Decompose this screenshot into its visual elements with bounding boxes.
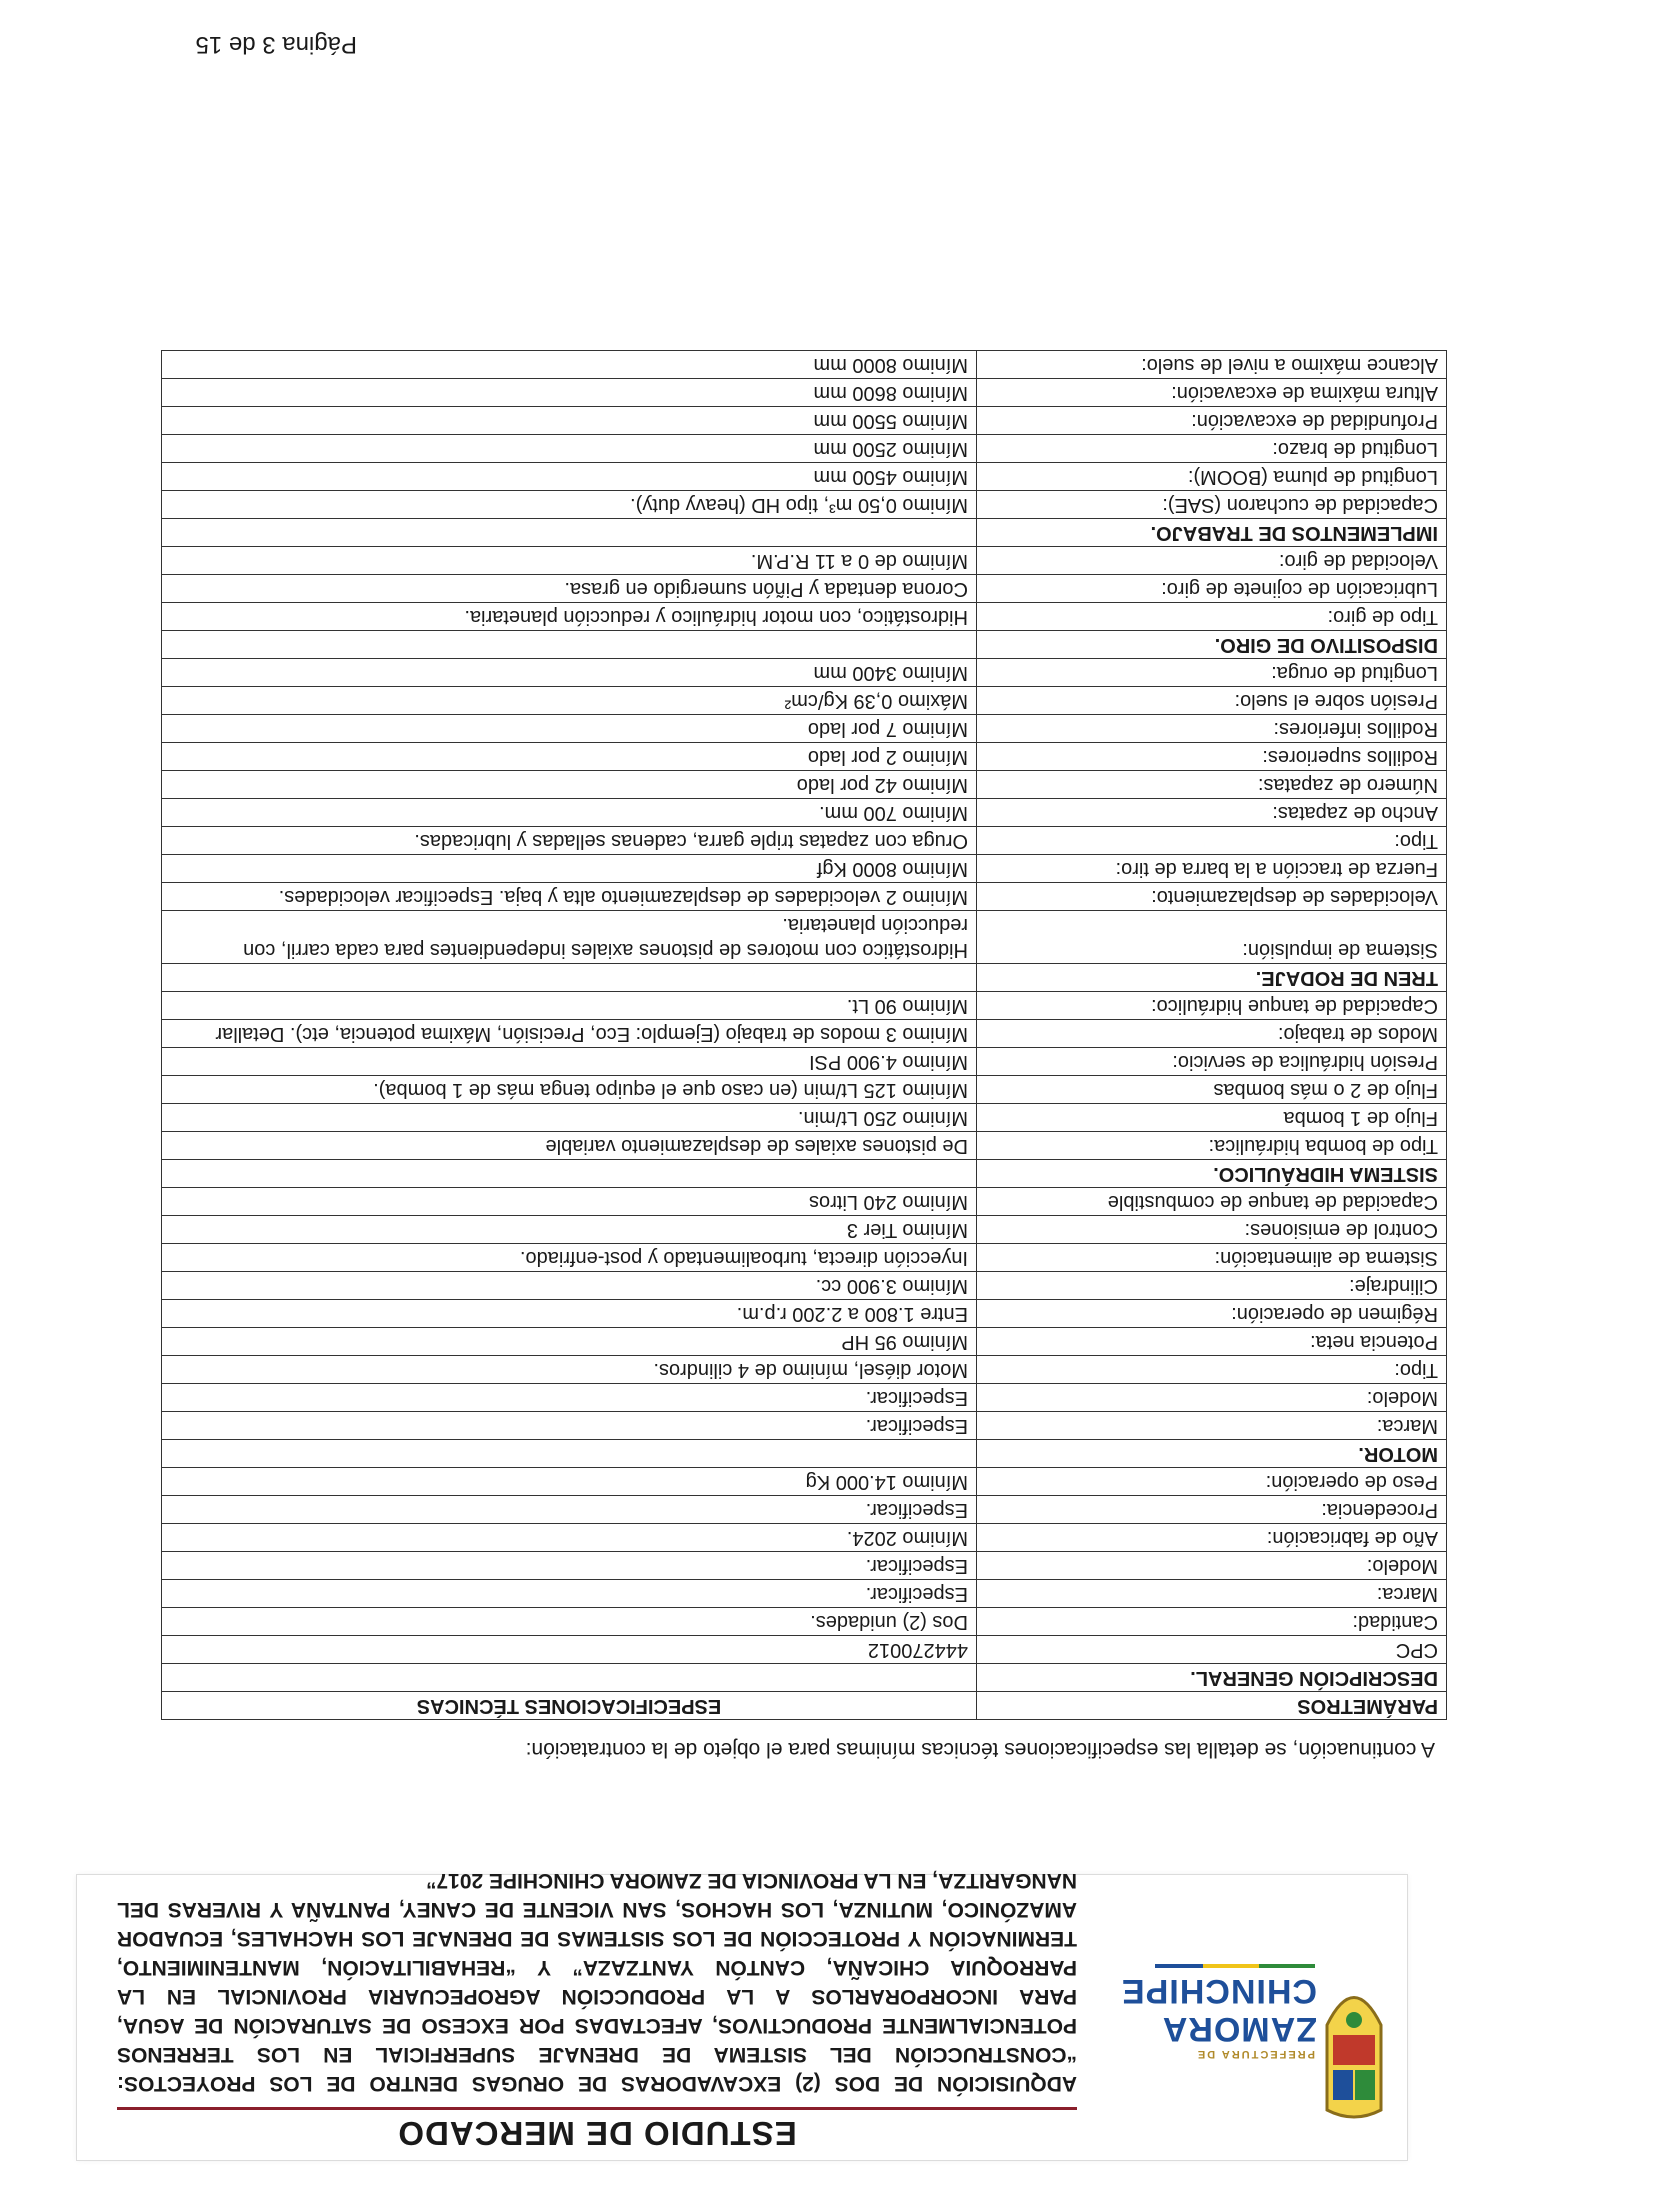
specification-cell bbox=[162, 631, 977, 659]
parameter-cell: Tipo de giro: bbox=[977, 603, 1447, 631]
parameter-cell: Procedencia: bbox=[977, 1496, 1447, 1524]
header-specifications: ESPECIFICACIONES TÉCNICAS bbox=[162, 1692, 977, 1720]
table-section-row bbox=[162, 1440, 1447, 1468]
table-row bbox=[162, 1356, 1447, 1384]
table-row bbox=[162, 1188, 1447, 1216]
specification-cell: Mínimo 8600 mm bbox=[162, 379, 977, 407]
table-row bbox=[162, 1076, 1447, 1104]
parameter-cell: Lubricación de cojinete de giro: bbox=[977, 575, 1447, 603]
specification-cell: Mínimo 2 por lado bbox=[162, 743, 977, 771]
parameter-cell: Rodillos inferiores: bbox=[977, 715, 1447, 743]
table-row bbox=[162, 855, 1447, 883]
table-row bbox=[162, 463, 1447, 491]
table-row bbox=[162, 715, 1447, 743]
section-title: DESCRIPCIÓN GENERAL. bbox=[977, 1664, 1447, 1692]
table-row bbox=[162, 1048, 1447, 1076]
specification-cell: Hidrostático, con motor hidráulico y reducción planetaria. bbox=[162, 603, 977, 631]
parameter-cell: Flujo de 1 bomba bbox=[977, 1104, 1447, 1132]
specification-cell bbox=[162, 1664, 977, 1692]
parameter-cell: Capacidad de cucharon (SAE): bbox=[977, 491, 1447, 519]
table-row bbox=[162, 771, 1447, 799]
table-row bbox=[162, 379, 1447, 407]
table-row bbox=[162, 687, 1447, 715]
document-header bbox=[77, 1869, 1407, 2160]
table-row bbox=[162, 1216, 1447, 1244]
parameter-cell: Potencia neta: bbox=[977, 1328, 1447, 1356]
section-title: MOTOR. bbox=[977, 1440, 1447, 1468]
parameter-cell: Marca: bbox=[977, 1412, 1447, 1440]
specification-cell: Mínimo 700 mm. bbox=[162, 799, 977, 827]
section-title: IMPLEMENTOS DE TRABAJO. bbox=[977, 519, 1447, 547]
section-title: TREN DE RODAJE. bbox=[977, 964, 1447, 992]
parameter-cell: Régimen de operación: bbox=[977, 1300, 1447, 1328]
parameter-cell: Presión sobre el suelo: bbox=[977, 687, 1447, 715]
parameter-cell: Tipo: bbox=[977, 1356, 1447, 1384]
table-row bbox=[162, 1104, 1447, 1132]
specification-cell: Mínimo 7 por lado bbox=[162, 715, 977, 743]
table-section-row bbox=[162, 519, 1447, 547]
specification-cell bbox=[162, 964, 977, 992]
specification-cell: Mínimo 125 Lt/min (en caso que el equipo tenga más de 1 bomba). bbox=[162, 1076, 977, 1104]
specification-cell: Mínimo 95 HP bbox=[162, 1328, 977, 1356]
table-row bbox=[162, 1636, 1447, 1664]
table-row bbox=[162, 911, 1447, 964]
table-row bbox=[162, 799, 1447, 827]
parameter-cell: Modos de trabajo: bbox=[977, 1020, 1447, 1048]
parameter-cell: Sistema de alimentación: bbox=[977, 1244, 1447, 1272]
shield-icon bbox=[1323, 1970, 1385, 2120]
table-row bbox=[162, 1468, 1447, 1496]
parameter-cell: Alcance máximo a nivel de suelo: bbox=[977, 351, 1447, 379]
specification-cell: Mínimo 2 velocidades de desplazamiento alta y baja. Especificar velocidades. bbox=[162, 883, 977, 911]
table-header-row bbox=[162, 1692, 1447, 1720]
parameter-cell: CPC bbox=[977, 1636, 1447, 1664]
specification-cell: Mínimo 3400 mm bbox=[162, 659, 977, 687]
specification-cell: Mínimo 3 modos de trabajo (Ejemplo: Eco, Precisión, Máxima potencia, etc). Detallar bbox=[162, 1020, 977, 1048]
specification-cell: Mínimo Tier 3 bbox=[162, 1216, 977, 1244]
specification-cell bbox=[162, 519, 977, 547]
table-row bbox=[162, 491, 1447, 519]
parameter-cell: Sistema de impulsión: bbox=[977, 911, 1447, 964]
table-row bbox=[162, 1328, 1447, 1356]
parameter-cell: Cantidad: bbox=[977, 1608, 1447, 1636]
header-parameters: PARÁMETROS bbox=[977, 1692, 1447, 1720]
specification-cell: Mínimo 250 Lt/min. bbox=[162, 1104, 977, 1132]
specification-cell: Mínimo 42 por lado bbox=[162, 771, 977, 799]
parameter-cell: Cilindraje: bbox=[977, 1272, 1447, 1300]
specification-cell: Mínimo 2024. bbox=[162, 1524, 977, 1552]
table-row bbox=[162, 575, 1447, 603]
parameter-cell: Año de fabricación: bbox=[977, 1524, 1447, 1552]
table-section-row bbox=[162, 964, 1447, 992]
parameter-cell: Modelo: bbox=[977, 1384, 1447, 1412]
table-row bbox=[162, 659, 1447, 687]
specification-cell: Mínimo 14.000 Kg bbox=[162, 1468, 977, 1496]
logo-color-bar bbox=[1155, 1964, 1315, 1968]
specification-cell: Entre 1.800 a 2.200 r.p.m. bbox=[162, 1300, 977, 1328]
specification-cell: Mínimo de 0 a 11 R.P.M. bbox=[162, 547, 977, 575]
table-row bbox=[162, 1244, 1447, 1272]
table-row bbox=[162, 992, 1447, 1020]
specification-cell: Especificar. bbox=[162, 1552, 977, 1580]
page-number: Página 3 de 15 bbox=[195, 31, 357, 58]
parameter-cell: Altura máxima de excavación: bbox=[977, 379, 1447, 407]
parameter-cell: Longitud de pluma (BOOM): bbox=[977, 463, 1447, 491]
parameter-cell: Ancho de zapatas: bbox=[977, 799, 1447, 827]
specification-cell: Mínimo 90 Lt. bbox=[162, 992, 977, 1020]
parameter-cell: Velocidades de desplazamiento: bbox=[977, 883, 1447, 911]
specification-cell: Corona dentada y Piñón sumergido en grasa. bbox=[162, 575, 977, 603]
table-row bbox=[162, 1608, 1447, 1636]
section-title: SISTEMA HIDRÁULICO. bbox=[977, 1160, 1447, 1188]
specification-cell: Especificar. bbox=[162, 1384, 977, 1412]
parameter-cell: Longitud de oruga: bbox=[977, 659, 1447, 687]
parameter-cell: Marca: bbox=[977, 1580, 1447, 1608]
logo-name-line2: CHINCHIPE bbox=[1120, 1972, 1317, 2010]
logo-prefix: PREFECTURA DE bbox=[1195, 2048, 1315, 2060]
intro-paragraph: A continuación, se detalla las especificaciones técnicas mínimas para el objeto de la contratación: bbox=[525, 1738, 1435, 1761]
parameter-cell: Tipo de bomba hidráulica: bbox=[977, 1132, 1447, 1160]
table-row bbox=[162, 1384, 1447, 1412]
table-row bbox=[162, 1524, 1447, 1552]
specification-cell: Especificar. bbox=[162, 1496, 977, 1524]
specification-cell: Especificar. bbox=[162, 1412, 977, 1440]
prefecture-logo bbox=[1105, 1920, 1385, 2120]
table-row bbox=[162, 547, 1447, 575]
logo-name-line1: ZAMORA bbox=[1161, 2010, 1317, 2048]
specification-cell: De pistones axiales de desplazamiento variable bbox=[162, 1132, 977, 1160]
parameter-cell: Rodillos superiores: bbox=[977, 743, 1447, 771]
table-row bbox=[162, 435, 1447, 463]
specification-cell: Mínimo 3.900 cc. bbox=[162, 1272, 977, 1300]
table-row bbox=[162, 603, 1447, 631]
table-row bbox=[162, 1412, 1447, 1440]
parameter-cell: Fuerza de tracción a la barra de tiro: bbox=[977, 855, 1447, 883]
parameter-cell: Control de emisiones: bbox=[977, 1216, 1447, 1244]
parameter-cell: Número de zapatas: bbox=[977, 771, 1447, 799]
parameter-cell: Capacidad de tanque de combustible bbox=[977, 1188, 1447, 1216]
parameter-cell: Tipo: bbox=[977, 827, 1447, 855]
specification-cell: Dos (2) unidades. bbox=[162, 1608, 977, 1636]
specification-cell: Mínimo 4500 mm bbox=[162, 463, 977, 491]
specification-cell: Motor diésel, mínimo de 4 cilindros. bbox=[162, 1356, 977, 1384]
parameter-cell: Velocidad de giro: bbox=[977, 547, 1447, 575]
specification-cell: 444270012 bbox=[162, 1636, 977, 1664]
specification-cell: Mínimo 8000 mm bbox=[162, 351, 977, 379]
table-row bbox=[162, 407, 1447, 435]
table-row bbox=[162, 1300, 1447, 1328]
table-section-row bbox=[162, 631, 1447, 659]
specification-cell bbox=[162, 1160, 977, 1188]
table-row bbox=[162, 883, 1447, 911]
table-row bbox=[162, 1132, 1447, 1160]
specification-cell bbox=[162, 1440, 977, 1468]
specification-cell: Mínimo 5500 mm bbox=[162, 407, 977, 435]
parameter-cell: Peso de operación: bbox=[977, 1468, 1447, 1496]
table-row bbox=[162, 1272, 1447, 1300]
table-section-row bbox=[162, 1664, 1447, 1692]
specification-cell: Mínimo 8000 Kgf bbox=[162, 855, 977, 883]
parameter-cell: Modelo: bbox=[977, 1552, 1447, 1580]
specification-cell: Mínimo 2500 mm bbox=[162, 435, 977, 463]
specification-cell: Inyección directa, turboalimentado y post-enfriado. bbox=[162, 1244, 977, 1272]
table-row bbox=[162, 1020, 1447, 1048]
table-row bbox=[162, 1580, 1447, 1608]
specification-cell: Mínimo 0,50 m³, tipo HD (heavy duty). bbox=[162, 491, 977, 519]
section-title: DISPOSITIVO DE GIRO. bbox=[977, 631, 1447, 659]
parameter-cell: Capacidad de tanque hidráulico: bbox=[977, 992, 1447, 1020]
table-row bbox=[162, 827, 1447, 855]
table-body bbox=[162, 351, 1447, 1692]
parameter-cell: Longitud de brazo: bbox=[977, 435, 1447, 463]
specification-cell: Hidrostático con motores de pistones axiales independientes para cada carril, con reducción planetaria. bbox=[162, 911, 977, 964]
document-title: ESTUDIO DE MERCADO bbox=[117, 2107, 1077, 2152]
specification-cell: Mínimo 4.900 PSI bbox=[162, 1048, 977, 1076]
specification-cell: Máximo 0,39 Kg/cm² bbox=[162, 687, 977, 715]
specification-cell: Especificar. bbox=[162, 1580, 977, 1608]
parameter-cell: Presión hidráulica de servicio: bbox=[977, 1048, 1447, 1076]
parameter-cell: Flujo de 2 o más bombas bbox=[977, 1076, 1447, 1104]
table-row bbox=[162, 1496, 1447, 1524]
specification-cell: Oruga con zapatas triple garra, cadenas selladas y lubricadas. bbox=[162, 827, 977, 855]
table-row bbox=[162, 743, 1447, 771]
table-row bbox=[162, 1552, 1447, 1580]
document-subtitle: ADQUISICIÓN DE DOS (2) EXCAVADORAS DE ORUGAS DENTRO DE LOS PROYECTOS: “CONSTRUCCIÓN DEL SISTEMA DE DRENAJE SUPERFICIAL EN LOS TERRENOS POTENCIALMENTE PRODUCTIVOS, AFECTADAS POR EXCESO DE SATURACIÓN DE AGUA, PARA INCORPORARLOS A LA PRODUCCIÓN AGROPECUARIA PROVINCIAL EN LA PARROQUIA CHICAÑA, CANTÓN YANTZAZA” Y “REHABILITACIÓN, MANTENIMIENTO, TERMINACIÓN Y PROTECCIÓN DE LOS SISTEMAS DE DRENAJE LOS HACHALES, ECUADOR AMAZÓNICO, MUTINZA, LOS HACHOS, SAN VICENTE DE CANEY, PANTAÑA Y RIVERAS DEL NANGARITZA, EN LA PROVINCIA DE ZAMORA CHINCHIPE 2017” bbox=[117, 1869, 1077, 2095]
table-section-row bbox=[162, 1160, 1447, 1188]
specification-cell: Mínimo 240 Litros bbox=[162, 1188, 977, 1216]
specifications-table bbox=[161, 350, 1447, 1720]
table-row bbox=[162, 351, 1447, 379]
parameter-cell: Profundidad de excavación: bbox=[977, 407, 1447, 435]
